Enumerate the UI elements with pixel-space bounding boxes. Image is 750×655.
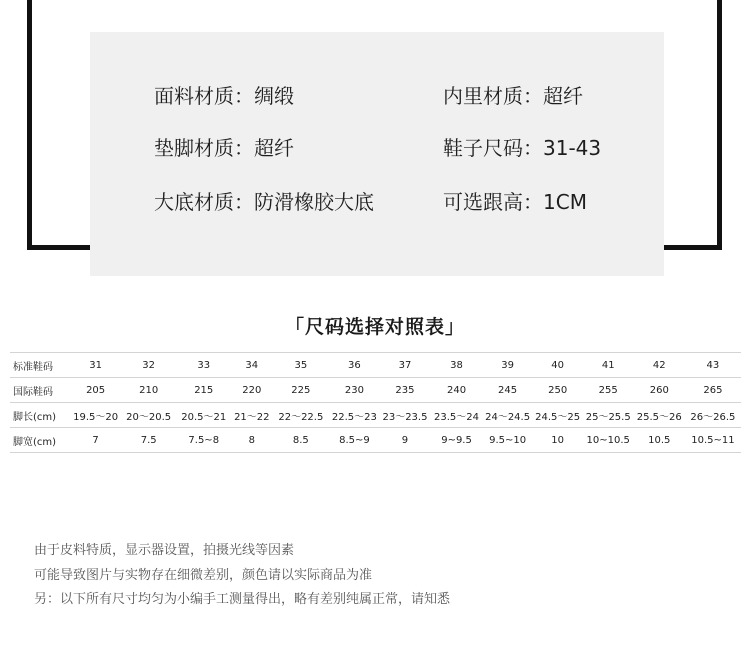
row-header: 国际鞋码 <box>10 378 70 403</box>
table-cell: 37 <box>379 353 430 378</box>
table-cell: 230 <box>329 378 379 403</box>
table-cell: 260 <box>634 378 685 403</box>
size-chart-title: 「尺码选择对照表」 <box>284 316 465 338</box>
spec-outsole-label: 大底材质： <box>154 190 254 214</box>
table-row <box>10 428 741 453</box>
note-line: 另：以下所有尺寸均匀为小编手工测量得出，略有差别纯属正常，请知悉 <box>34 592 451 607</box>
table-cell: 7.5~8 <box>176 428 231 453</box>
table-cell: 250 <box>533 378 583 403</box>
table-row <box>10 353 741 378</box>
table-cell: 20.5～21 <box>176 403 231 428</box>
table-cell: 7.5 <box>121 428 176 453</box>
table-cell: 24.5～25 <box>533 403 583 428</box>
table-cell: 10~10.5 <box>583 428 634 453</box>
size-chart-table <box>10 352 741 453</box>
spec-size-range <box>443 132 601 161</box>
notes <box>34 539 450 613</box>
spec-lining <box>443 80 583 109</box>
spec-insole <box>154 132 294 161</box>
note-line: 由于皮料特质，显示器设置，拍摄光线等因素 <box>34 543 295 558</box>
spec-insole-label: 垫脚材质： <box>154 136 254 160</box>
table-cell: 9 <box>379 428 430 453</box>
table-cell: 33 <box>176 353 231 378</box>
spec-size-range-label: 鞋子尺码： <box>443 136 543 160</box>
table-cell: 9~9.5 <box>431 428 483 453</box>
table-cell: 43 <box>685 353 741 378</box>
table-cell: 22.5～23 <box>329 403 379 428</box>
table-cell: 205 <box>70 378 121 403</box>
table-cell: 34 <box>231 353 272 378</box>
table-cell: 255 <box>583 378 634 403</box>
size-chart-body <box>10 353 741 453</box>
table-cell: 210 <box>121 378 176 403</box>
table-cell: 36 <box>329 353 379 378</box>
spec-fabric-value: 绸缎 <box>254 84 294 108</box>
table-cell: 42 <box>634 353 685 378</box>
table-cell: 8.5~9 <box>329 428 379 453</box>
table-cell: 220 <box>231 378 272 403</box>
spec-size-range-value: 31-43 <box>543 136 602 160</box>
spec-heel-height-value: 1CM <box>543 190 587 214</box>
table-cell: 41 <box>583 353 634 378</box>
table-cell: 23～23.5 <box>379 403 430 428</box>
spec-heel-height-label: 可选跟高： <box>443 190 543 214</box>
table-cell: 8 <box>231 428 272 453</box>
table-cell: 10 <box>533 428 583 453</box>
table-cell: 25～25.5 <box>583 403 634 428</box>
table-cell: 9.5~10 <box>483 428 533 453</box>
row-header: 脚长(cm) <box>10 403 70 428</box>
table-cell: 35 <box>272 353 329 378</box>
spec-lining-value: 超纤 <box>543 84 583 108</box>
table-cell: 24～24.5 <box>483 403 533 428</box>
table-cell: 22～22.5 <box>272 403 329 428</box>
table-cell: 7 <box>70 428 121 453</box>
table-cell: 40 <box>533 353 583 378</box>
table-cell: 32 <box>121 353 176 378</box>
table-cell: 31 <box>70 353 121 378</box>
table-cell: 26～26.5 <box>685 403 741 428</box>
table-cell: 20～20.5 <box>121 403 176 428</box>
table-cell: 8.5 <box>272 428 329 453</box>
spec-lining-label: 内里材质： <box>443 84 543 108</box>
spec-outsole <box>154 186 374 215</box>
table-cell: 235 <box>379 378 430 403</box>
table-cell: 225 <box>272 378 329 403</box>
table-cell: 10.5~11 <box>685 428 741 453</box>
table-cell: 19.5～20 <box>70 403 121 428</box>
table-cell: 240 <box>431 378 483 403</box>
row-header: 标准鞋码 <box>10 353 70 378</box>
table-cell: 215 <box>176 378 231 403</box>
spec-heel-height <box>443 186 587 215</box>
table-cell: 25.5～26 <box>634 403 685 428</box>
table-row <box>10 378 741 403</box>
table-cell: 21～22 <box>231 403 272 428</box>
row-header: 脚宽(cm) <box>10 428 70 453</box>
spec-insole-value: 超纤 <box>254 136 294 160</box>
note-line: 可能导致图片与实物存在细微差别，颜色请以实际商品为准 <box>34 567 373 583</box>
table-cell: 10.5 <box>634 428 685 453</box>
spec-fabric <box>154 80 294 109</box>
table-cell: 245 <box>483 378 533 403</box>
table-row <box>10 403 741 428</box>
spec-fabric-label: 面料材质： <box>154 84 254 108</box>
table-cell: 39 <box>483 353 533 378</box>
table-cell: 23.5～24 <box>431 403 483 428</box>
table-cell: 265 <box>685 378 741 403</box>
spec-outsole-value: 防滑橡胶大底 <box>254 190 374 214</box>
table-cell: 38 <box>431 353 483 378</box>
